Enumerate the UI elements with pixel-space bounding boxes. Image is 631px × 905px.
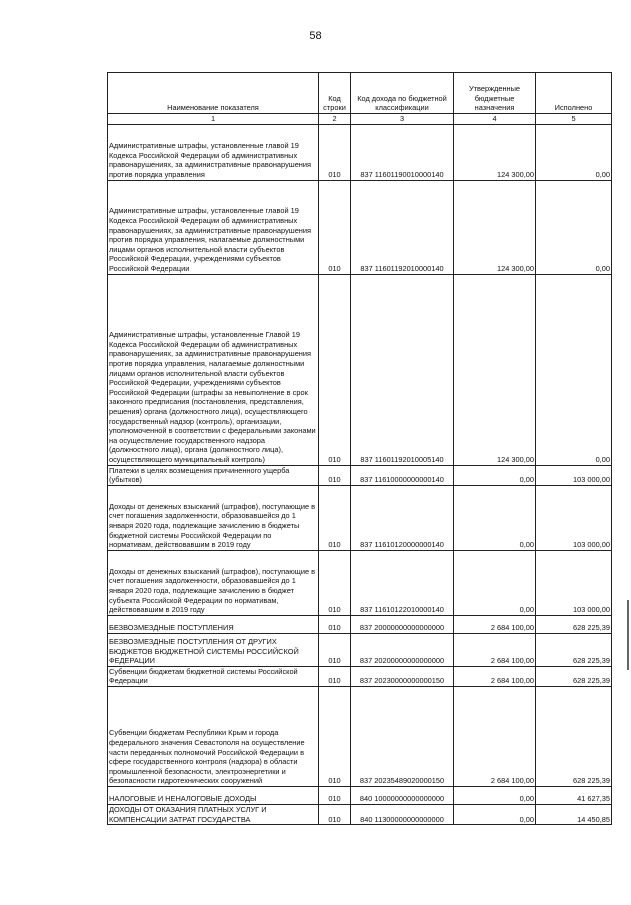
row-budget-classification: 837 11601192010000140 bbox=[351, 180, 454, 274]
budget-execution-table bbox=[107, 72, 612, 825]
row-budget-classification: 840 11300000000000000 bbox=[351, 804, 454, 824]
column-number: 2 bbox=[319, 114, 351, 125]
page-number: 58 bbox=[309, 30, 322, 42]
row-indicator-name: Административные штрафы, установленные Главой 19 Кодекса Российской Федерации об административных правонарушениях, за административные правонарушения против порядка управления, налагаемые должностными лицами органов исполнительной власти субъектов Российской Федерации, учреждениями субъектов Российской Федерации (штрафы за невыполнение в срок законного предписания (постановления, представления, решения) органа (должностного лица), осуществляющего государственный надзор (контроль), организации, уполномоченной в соответствии с федеральными законами на осуществление государственного надзора (должностного лица), органа (должностного лица), осуществляющего муниципальный контроль) bbox=[108, 274, 319, 465]
row-budget-classification: 837 20000000000000000 bbox=[351, 615, 454, 633]
header-indicator-name: Наименование показателя bbox=[108, 73, 319, 114]
row-indicator-name: Субвенции бюджетам Республики Крым и города федерального значения Севастополя на осуществление части переданных полномочий Российской Федерации в сфере государственного контроля (надзора) в области промышленной безопасности, электроэнергетики и безопасности гидротехнических сооружений bbox=[108, 686, 319, 786]
row-line-code: 010 bbox=[319, 804, 351, 824]
table-row bbox=[108, 465, 612, 485]
row-line-code: 010 bbox=[319, 666, 351, 686]
row-line-code: 010 bbox=[319, 180, 351, 274]
row-budget-classification: 837 11610122010000140 bbox=[351, 550, 454, 615]
row-indicator-name: Административные штрафы, установленные главой 19 Кодекса Российской Федерации об административных правонарушениях, за административные правонарушения против порядка управления bbox=[108, 124, 319, 180]
row-indicator-name: ДОХОДЫ ОТ ОКАЗАНИЯ ПЛАТНЫХ УСЛУГ И КОМПЕНСАЦИИ ЗАТРАТ ГОСУДАРСТВА bbox=[108, 804, 319, 824]
row-budget-classification: 837 20200000000000000 bbox=[351, 633, 454, 666]
row-line-code: 010 bbox=[319, 633, 351, 666]
row-approved-amount: 0,00 bbox=[454, 485, 536, 550]
row-budget-classification: 840 10000000000000000 bbox=[351, 786, 454, 804]
row-approved-amount: 124 300,00 bbox=[454, 124, 536, 180]
row-executed-amount: 14 450,85 bbox=[536, 804, 612, 824]
row-approved-amount: 124 300,00 bbox=[454, 274, 536, 465]
row-executed-amount: 41 627,35 bbox=[536, 786, 612, 804]
column-number: 4 bbox=[454, 114, 536, 125]
header-approved-amount: Утвержденные бюджетные назначения bbox=[454, 73, 536, 114]
row-line-code: 010 bbox=[319, 274, 351, 465]
row-approved-amount: 0,00 bbox=[454, 465, 536, 485]
row-approved-amount: 2 684 100,00 bbox=[454, 633, 536, 666]
row-indicator-name: Доходы от денежных взысканий (штрафов), поступающие в счет погашения задолженности, образовавшейся до 1 января 2020 года, подлежащие зачислению в бюджет субъекта Российской Федерации по нормативам, действовавшим в 2019 году bbox=[108, 550, 319, 615]
table-header-row bbox=[108, 73, 612, 114]
table-row bbox=[108, 666, 612, 686]
row-executed-amount: 103 000,00 bbox=[536, 550, 612, 615]
row-budget-classification: 837 11610000000000140 bbox=[351, 465, 454, 485]
table-row bbox=[108, 124, 612, 180]
row-approved-amount: 124 300,00 bbox=[454, 180, 536, 274]
column-number: 5 bbox=[536, 114, 612, 125]
row-approved-amount: 2 684 100,00 bbox=[454, 666, 536, 686]
row-approved-amount: 2 684 100,00 bbox=[454, 615, 536, 633]
row-budget-classification: 837 20230000000000150 bbox=[351, 666, 454, 686]
table-row bbox=[108, 615, 612, 633]
row-indicator-name: Административные штрафы, установленные главой 19 Кодекса Российской Федерации об административных правонарушениях, за административные правонарушения против порядка управления, налагаемые должностными лицами органов исполнительной власти субъектов Российской Федерации, учреждениями субъектов Российской Федерации bbox=[108, 180, 319, 274]
table-row bbox=[108, 804, 612, 824]
column-number: 1 bbox=[108, 114, 319, 125]
row-executed-amount: 628 225,39 bbox=[536, 666, 612, 686]
row-indicator-name: Платежи в целях возмещения причиненного ущерба (убытков) bbox=[108, 465, 319, 485]
row-indicator-name: БЕЗВОЗМЕЗДНЫЕ ПОСТУПЛЕНИЯ ОТ ДРУГИХ БЮДЖЕТОВ БЮДЖЕТНОЙ СИСТЕМЫ РОССИЙСКОЙ ФЕДЕРАЦИИ bbox=[108, 633, 319, 666]
column-number: 3 bbox=[351, 114, 454, 125]
row-indicator-name: Субвенции бюджетам бюджетной системы Российской Федерации bbox=[108, 666, 319, 686]
row-executed-amount: 0,00 bbox=[536, 124, 612, 180]
row-line-code: 010 bbox=[319, 124, 351, 180]
table-row bbox=[108, 274, 612, 465]
row-executed-amount: 628 225,39 bbox=[536, 633, 612, 666]
scan-edge-mark bbox=[627, 600, 629, 670]
row-approved-amount: 0,00 bbox=[454, 786, 536, 804]
row-executed-amount: 0,00 bbox=[536, 180, 612, 274]
row-approved-amount: 2 684 100,00 bbox=[454, 686, 536, 786]
table-row bbox=[108, 550, 612, 615]
table-row bbox=[108, 633, 612, 666]
row-budget-classification: 837 11601190010000140 bbox=[351, 124, 454, 180]
header-executed-amount: Исполнено bbox=[536, 73, 612, 114]
row-line-code: 010 bbox=[319, 485, 351, 550]
row-line-code: 010 bbox=[319, 550, 351, 615]
row-indicator-name: НАЛОГОВЫЕ И НЕНАЛОГОВЫЕ ДОХОДЫ bbox=[108, 786, 319, 804]
row-line-code: 010 bbox=[319, 786, 351, 804]
row-line-code: 010 bbox=[319, 686, 351, 786]
row-indicator-name: Доходы от денежных взысканий (штрафов), поступающие в счет погашения задолженности, образовавшейся до 1 января 2020 года, подлежащие зачислению в бюджеты бюджетной системы Российской Федерации по нормативам, действовавшим в 2019 году bbox=[108, 485, 319, 550]
table-row bbox=[108, 180, 612, 274]
row-approved-amount: 0,00 bbox=[454, 550, 536, 615]
header-budget-classification: Код дохода по бюджетной классификации bbox=[351, 73, 454, 114]
table-row bbox=[108, 485, 612, 550]
header-line-code: Код строки bbox=[319, 73, 351, 114]
row-executed-amount: 628 225,39 bbox=[536, 615, 612, 633]
row-budget-classification: 837 11610120000000140 bbox=[351, 485, 454, 550]
column-number-row bbox=[108, 114, 612, 125]
row-line-code: 010 bbox=[319, 465, 351, 485]
row-approved-amount: 0,00 bbox=[454, 804, 536, 824]
row-executed-amount: 0,00 bbox=[536, 274, 612, 465]
table-row bbox=[108, 686, 612, 786]
row-executed-amount: 103 000,00 bbox=[536, 465, 612, 485]
table-row bbox=[108, 786, 612, 804]
row-budget-classification: 837 11601192010005140 bbox=[351, 274, 454, 465]
row-executed-amount: 103 000,00 bbox=[536, 485, 612, 550]
row-indicator-name: БЕЗВОЗМЕЗДНЫЕ ПОСТУПЛЕНИЯ bbox=[108, 615, 319, 633]
row-executed-amount: 628 225,39 bbox=[536, 686, 612, 786]
row-budget-classification: 837 20235489020000150 bbox=[351, 686, 454, 786]
row-line-code: 010 bbox=[319, 615, 351, 633]
